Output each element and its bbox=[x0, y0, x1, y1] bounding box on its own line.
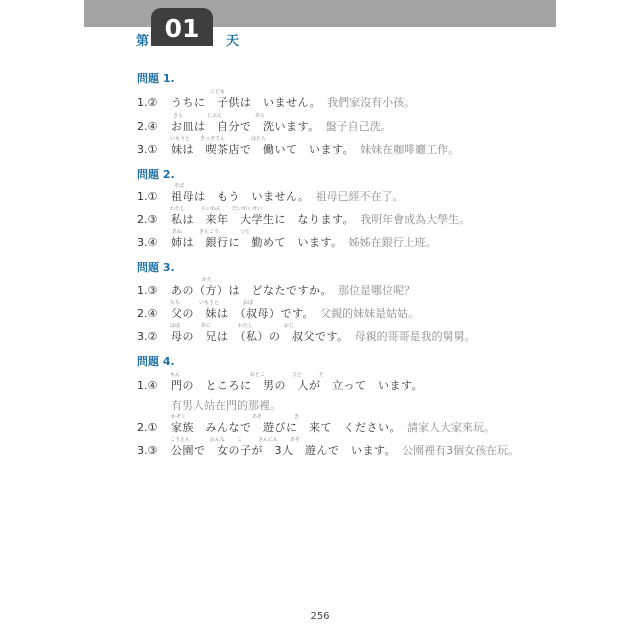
day-number-tab: 01 bbox=[151, 8, 213, 46]
section-title: 問題 3. bbox=[137, 261, 175, 274]
answer-number: 3.① bbox=[137, 143, 158, 156]
furigana: あそ bbox=[290, 437, 301, 443]
chinese-translation: 我明年會成為大學生。 bbox=[360, 213, 471, 226]
furigana: じぶん bbox=[207, 113, 223, 119]
day-suffix: 天 bbox=[226, 34, 240, 49]
furigana: きっさてん bbox=[200, 136, 226, 142]
answer-row bbox=[137, 141, 459, 157]
chinese-translation: 公園裡有3個女孩在玩。 bbox=[402, 444, 520, 457]
answer-row bbox=[137, 419, 495, 435]
furigana: ひと bbox=[292, 372, 303, 378]
section-title: 問題 4. bbox=[137, 355, 175, 368]
furigana: ちち bbox=[170, 300, 181, 306]
furigana: さら bbox=[173, 113, 184, 119]
answer-row bbox=[137, 305, 419, 321]
furigana: はは bbox=[170, 323, 181, 329]
japanese-sentence: 門の ところに 男の 人が 立って います。 bbox=[171, 379, 424, 392]
furigana: わたし bbox=[238, 323, 254, 329]
answer-row bbox=[137, 188, 404, 204]
furigana: こうえん bbox=[170, 437, 191, 443]
furigana: こ bbox=[237, 437, 243, 443]
answer-row bbox=[137, 377, 429, 393]
furigana: いもうと bbox=[170, 136, 191, 142]
japanese-sentence: 私は 来年 大学生に なります。 bbox=[171, 213, 355, 226]
chinese-translation: 妹妹在咖啡廳工作。 bbox=[360, 143, 460, 156]
section-title: 問題 2. bbox=[137, 168, 175, 181]
furigana: あに bbox=[201, 323, 212, 329]
answer-row bbox=[137, 282, 415, 298]
answer-number: 3.③ bbox=[137, 444, 158, 457]
japanese-sentence: 母の 兄は （私）の 叔父です。 bbox=[171, 330, 349, 343]
answer-number: 3.② bbox=[137, 330, 158, 343]
answer-number: 2.④ bbox=[137, 120, 158, 133]
furigana: おば bbox=[243, 300, 254, 306]
furigana: き bbox=[294, 414, 300, 420]
furigana: おんな bbox=[210, 437, 226, 443]
chinese-translation: 我們家沒有小孩。 bbox=[327, 96, 416, 109]
section-title: 問題 1. bbox=[137, 72, 175, 85]
answer-number: 1.② bbox=[137, 96, 158, 109]
answer-number: 2.① bbox=[137, 421, 158, 434]
answer-row bbox=[137, 234, 437, 250]
answer-row bbox=[137, 328, 476, 344]
answer-number: 1.④ bbox=[137, 379, 158, 392]
furigana: らいねん bbox=[201, 206, 222, 212]
page-number: 256 bbox=[310, 611, 330, 622]
answer-row bbox=[137, 118, 392, 134]
answer-number: 1.③ bbox=[137, 284, 158, 297]
furigana: つと bbox=[240, 229, 251, 235]
chinese-translation: 母親的哥哥是我的舅舅。 bbox=[354, 330, 476, 343]
chinese-translation: 有男人站在門的那裡。 bbox=[171, 399, 281, 412]
chinese-translation: 那位是哪位呢？ bbox=[338, 284, 415, 297]
answer-row bbox=[137, 94, 415, 110]
furigana: はたら bbox=[251, 136, 267, 142]
answer-number: 2.④ bbox=[137, 307, 158, 320]
chinese-translation: 姊姊在銀行上班。 bbox=[348, 236, 437, 249]
japanese-sentence: 祖母は もう いません。 bbox=[171, 190, 310, 203]
answer-row bbox=[137, 211, 470, 227]
japanese-sentence: 姉は 銀行に 勤めて います。 bbox=[171, 236, 343, 249]
chinese-translation: 父親的妹妹是姑姑。 bbox=[320, 307, 420, 320]
furigana: かぞく bbox=[171, 414, 187, 420]
japanese-sentence: 父の 妹は （叔母）です。 bbox=[171, 307, 315, 320]
chinese-translation: 請家人大家來玩。 bbox=[407, 421, 495, 434]
answer-number: 3.④ bbox=[137, 236, 158, 249]
furigana: もん bbox=[170, 372, 181, 378]
furigana: こども bbox=[210, 89, 226, 95]
japanese-sentence: 家族 みんなで 遊びに 来て ください。 bbox=[171, 421, 401, 434]
furigana: あら bbox=[255, 113, 266, 119]
chinese-translation: 祖母已經不在了。 bbox=[315, 190, 404, 203]
answer-row-continued bbox=[171, 397, 281, 413]
chinese-translation: 盤子自己洗。 bbox=[325, 120, 392, 133]
furigana: そぼ bbox=[174, 183, 185, 189]
japanese-sentence: お皿は 自分で 洗います。 bbox=[171, 120, 320, 133]
furigana: おじ bbox=[284, 323, 295, 329]
furigana: かた bbox=[202, 277, 213, 283]
japanese-sentence: 妹は 喫茶店で 働いて います。 bbox=[171, 143, 355, 156]
furigana: さんにん bbox=[258, 437, 279, 443]
furigana: わたし bbox=[170, 206, 186, 212]
answer-number: 2.③ bbox=[137, 213, 158, 226]
furigana: いもうと bbox=[199, 300, 220, 306]
answer-row bbox=[137, 442, 519, 458]
japanese-sentence: 公園で 女の子が 3人 遊んで います。 bbox=[171, 444, 397, 457]
day-prefix: 第 bbox=[136, 34, 150, 49]
furigana: おとこ bbox=[250, 372, 266, 378]
furigana: ぎんこう bbox=[199, 229, 220, 235]
furigana: た bbox=[319, 372, 325, 378]
furigana: だいがくせい bbox=[232, 206, 263, 212]
furigana: あそ bbox=[252, 414, 263, 420]
japanese-sentence: うちに 子供は いません。 bbox=[171, 96, 322, 109]
answer-number: 1.① bbox=[137, 190, 158, 203]
japanese-sentence: あの（方）は どなたですか。 bbox=[171, 284, 332, 297]
furigana: あね bbox=[172, 229, 183, 235]
